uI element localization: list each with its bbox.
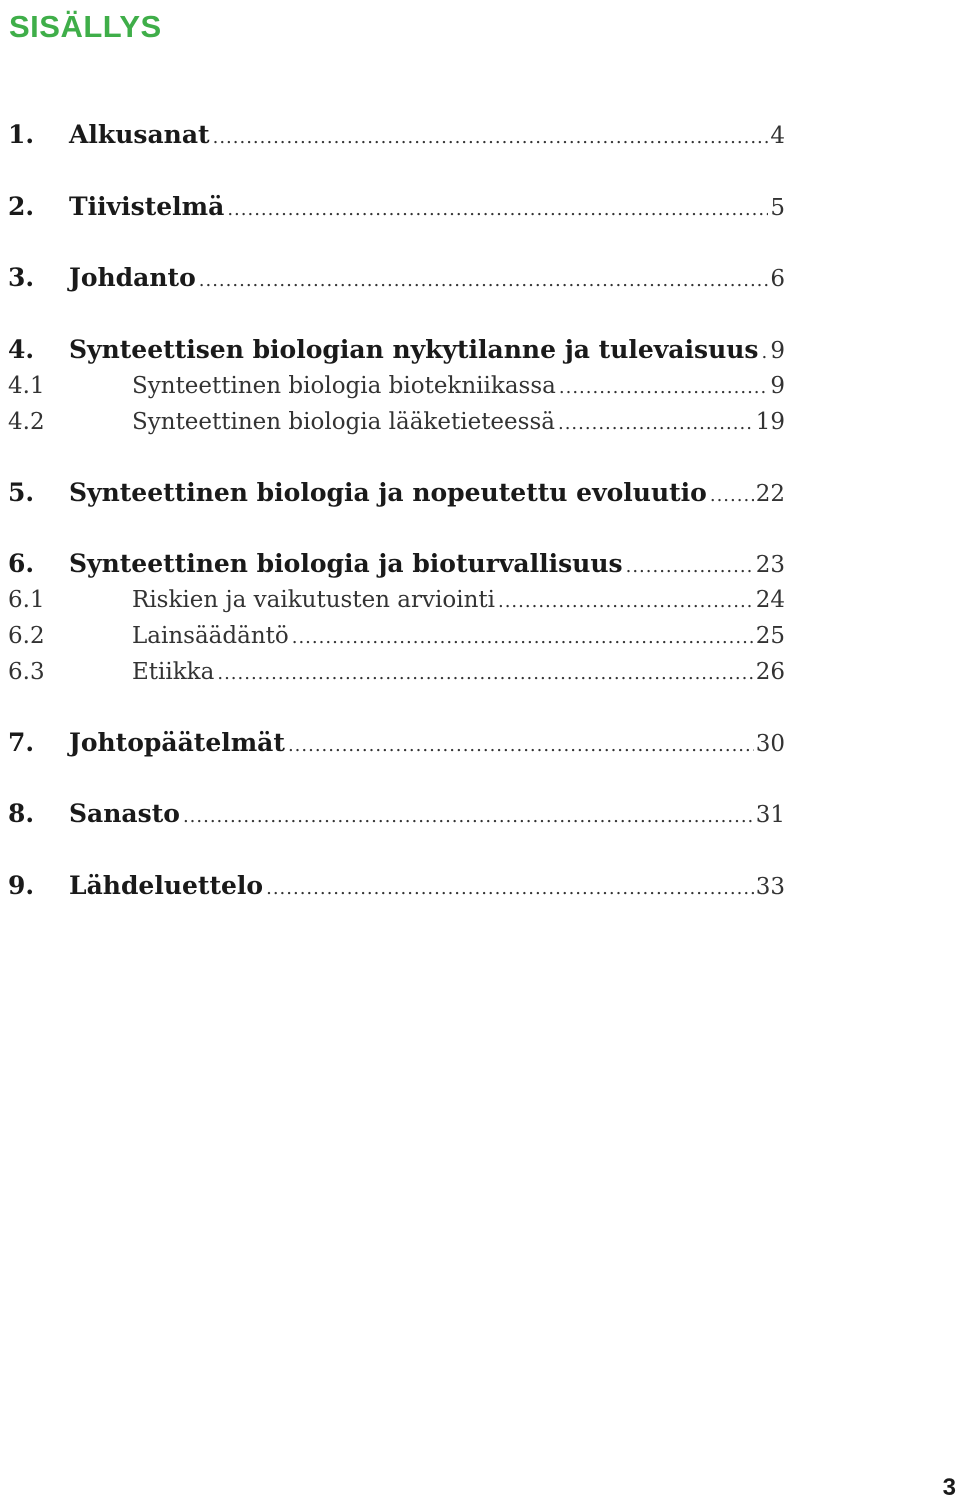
- dot-leader: [217, 657, 753, 691]
- toc-entry-title: Sanasto: [69, 799, 180, 828]
- toc-entry-6[interactable]: [8, 547, 785, 581]
- toc-entry-number: 8.: [8, 799, 35, 828]
- toc-entry-3[interactable]: [8, 261, 785, 295]
- toc-entry-title: Riskien ja vaikutusten arviointi: [132, 587, 495, 613]
- toc-entry-number: 5.: [8, 478, 35, 507]
- toc-entry-page: 23: [755, 552, 785, 578]
- dot-leader: [288, 729, 754, 763]
- dot-leader: [266, 872, 754, 906]
- toc-entry-8[interactable]: [8, 797, 785, 831]
- toc-entry-number: 2.: [8, 192, 35, 221]
- toc-entry-title: Synteettinen biologia ja bioturvallisuus: [69, 549, 623, 578]
- toc-entry-number: 9.: [8, 871, 35, 900]
- toc-entry-6-3[interactable]: [8, 655, 785, 689]
- dot-leader: [199, 264, 769, 298]
- dot-leader: [183, 800, 754, 834]
- page-number: 3: [942, 1474, 956, 1501]
- toc-entry-page: 24: [755, 587, 785, 613]
- toc-entry-number: 6.3: [8, 659, 45, 685]
- dot-leader: [213, 121, 769, 155]
- dot-leader: [292, 621, 754, 655]
- toc-entry-7[interactable]: [8, 726, 785, 760]
- toc-entry-number: 3.: [8, 263, 35, 292]
- toc-entry-page: 31: [755, 802, 785, 828]
- toc-entry-number: 1.: [8, 120, 35, 149]
- toc-entry-9[interactable]: [8, 869, 785, 903]
- toc-entry-number: 4.: [8, 335, 35, 364]
- toc-entry-6-2[interactable]: [8, 619, 785, 653]
- toc-entry-title: Johtopäätelmät: [69, 728, 285, 757]
- toc-entry-title: Alkusanat: [69, 120, 210, 149]
- toc-entry-6-1[interactable]: [8, 583, 785, 617]
- toc-entry-2[interactable]: [8, 190, 785, 224]
- toc-entry-4-1[interactable]: [8, 369, 785, 403]
- toc-entry-page: 4: [770, 123, 785, 149]
- toc-entry-title: Lainsäädäntö: [132, 623, 289, 649]
- toc-entry-title: Synteettisen biologian nykytilanne ja tulevaisuus: [69, 335, 759, 364]
- toc-entry-4-2[interactable]: [8, 405, 785, 439]
- toc-entry-page: 19: [755, 409, 785, 435]
- toc-entry-page: 22: [755, 481, 785, 507]
- toc-entry-1[interactable]: [8, 118, 785, 152]
- toc-entry-title: Etiikka: [132, 659, 215, 685]
- dot-leader: [762, 336, 769, 370]
- toc-entry-number: 4.1: [8, 373, 45, 399]
- toc-entry-page: 33: [755, 874, 785, 900]
- dot-leader: [710, 479, 754, 513]
- toc-entry-number: 4.2: [8, 409, 45, 435]
- toc-entry-number: 6.2: [8, 623, 45, 649]
- toc-entry-page: 30: [755, 731, 785, 757]
- toc-entry-title: Tiivistelmä: [69, 192, 225, 221]
- toc-entry-title: Synteettinen biologia lääketieteessä: [132, 409, 555, 435]
- dot-leader: [227, 193, 768, 227]
- page-title: SISÄLLYS: [9, 9, 162, 44]
- toc-entry-5[interactable]: [8, 476, 785, 510]
- dot-leader: [559, 371, 768, 405]
- toc-entry-title: Lähdeluettelo: [69, 871, 264, 900]
- toc-entry-page: 25: [755, 623, 785, 649]
- toc-entry-page: 9: [770, 373, 785, 399]
- toc-entry-page: 9: [770, 338, 785, 364]
- dot-leader: [626, 550, 754, 584]
- toc-entry-title: Johdanto: [69, 263, 196, 292]
- toc-entry-title: Synteettinen biologia ja nopeutettu evoluutio: [69, 478, 707, 507]
- dot-leader: [558, 407, 754, 441]
- toc-entry-number: 7.: [8, 728, 35, 757]
- toc-entry-page: 5: [770, 195, 785, 221]
- toc-entry-4[interactable]: [8, 333, 785, 367]
- toc-entry-page: 26: [755, 659, 785, 685]
- dot-leader: [498, 585, 754, 619]
- toc-entry-page: 6: [770, 266, 785, 292]
- toc-entry-number: 6.: [8, 549, 35, 578]
- toc-entry-title: Synteettinen biologia biotekniikassa: [132, 373, 556, 399]
- toc-entry-number: 6.1: [8, 587, 45, 613]
